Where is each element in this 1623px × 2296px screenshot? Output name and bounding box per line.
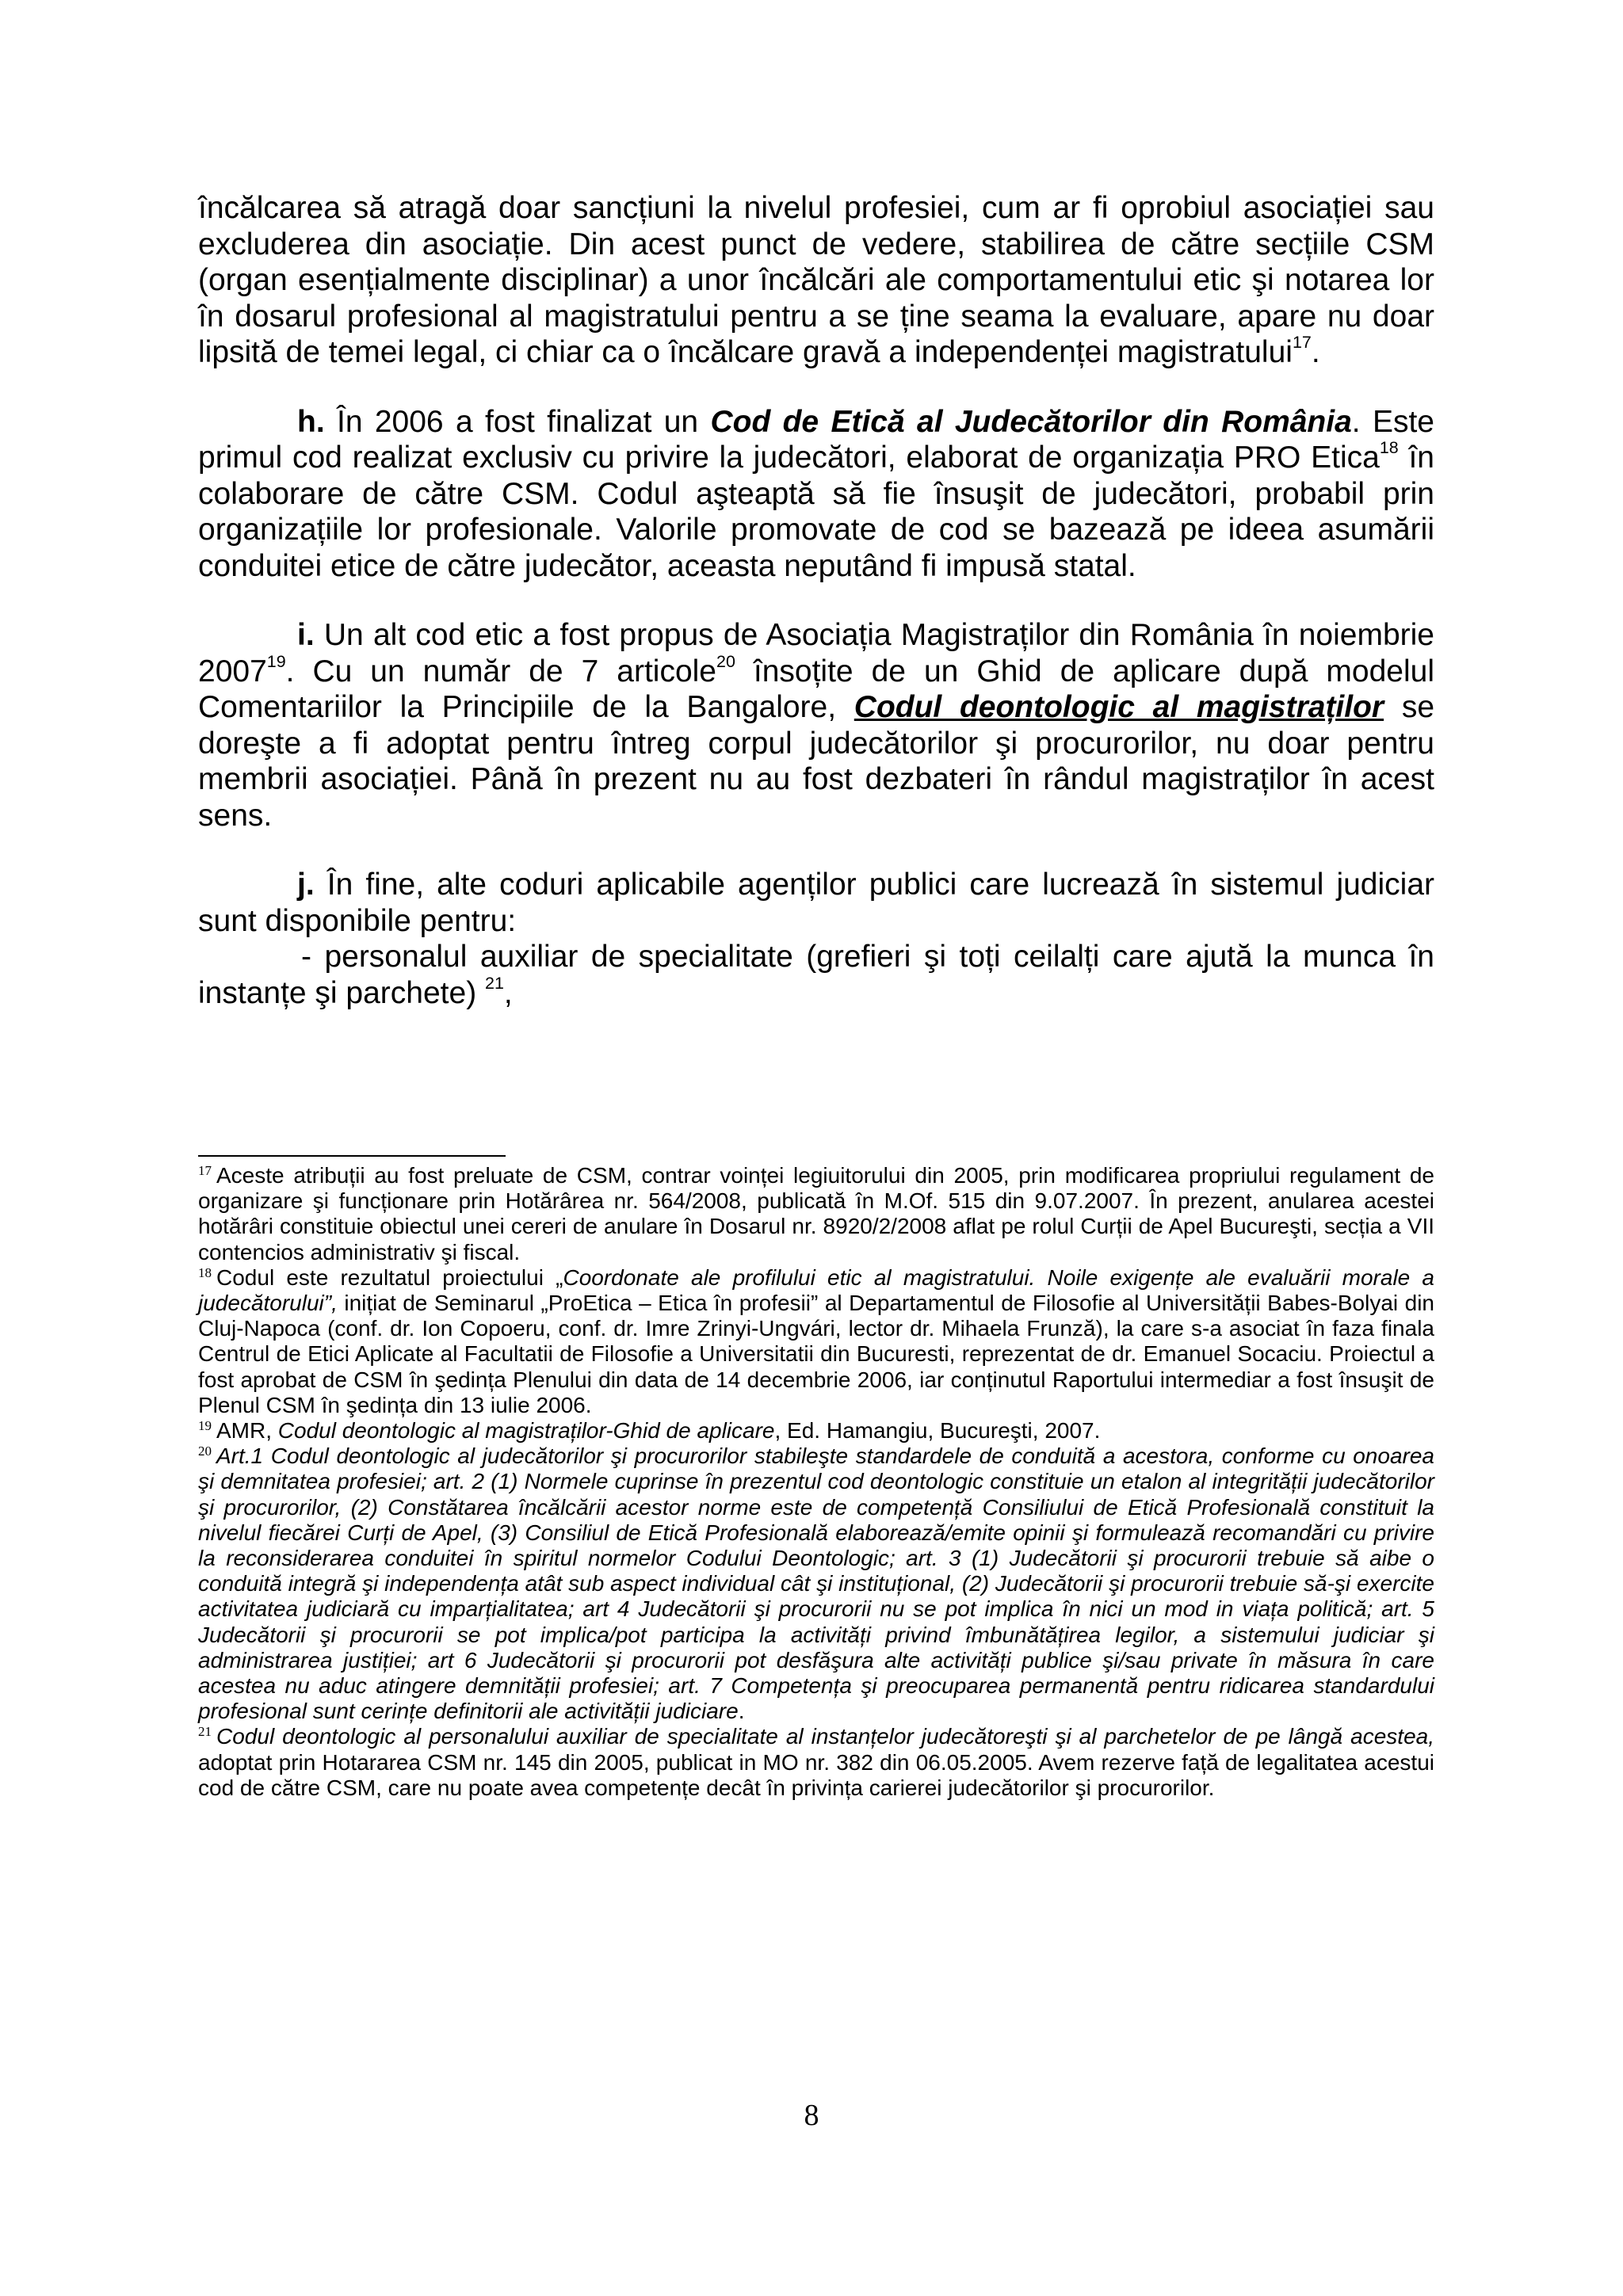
paragraph-continuation: încălcarea să atragă doar sancțiuni la nivelul profesiei, cum ar fi oprobiul asociației sau excluderea din asociație. Din acest punct de vedere, stabilirea de către secțiile CSM (organ esențialmente disciplinar) a unor încălcări ale comportamentului etic şi notarea lor în dosarul profesional al magistratului pentru a se ține seama la evaluare, apare nu doar lipsită de temei legal, ci chiar ca o încălcare gravă a independenței magistratului$^{17}$. [198,191,1434,369]
footnote-separator [198,1155,506,1157]
footnote-number: 21 [198,1724,212,1740]
footnote-ref-19[interactable]: 19 [266,651,286,671]
item-label-i: i. [297,618,315,652]
footnote-19: $^{19}$ AMR, Codul deontologic al magistraților-Ghid de aplicare, Ed. Hamangiu, Bucureşti, 2007. [198,1418,1101,1444]
footnote-number: 17 [198,1163,212,1178]
footnote-ref-20[interactable]: 20 [716,651,735,671]
item-label-h: h. [297,404,325,439]
footnote-ref-17[interactable]: 17 [1292,332,1312,352]
paragraph-j: j. În fine, alte coduri aplicabile agenților publici care lucrează în sistemul judiciar sunt disponibile pentru: [198,868,1434,938]
footnote-21: $^{21}$ Codul deontologic al personalului auxiliar de specialitate al instanțelor judecătoreşti şi al parchetelor de pe lângă acestea, adoptat prin Hotararea CSM nr. 145 din 2005, publicat in MO nr. 382 din 06.05.2005. Avem rezerve față de legalitatea acestui cod de către CSM, care nu poate avea competențe decât în privința carierei judecătorilor şi procurorilor. [198,1724,1434,1800]
footnote-number: 20 [198,1444,212,1459]
footnote-20: $^{20}$ Art.1 Codul deontologic al judecătorilor şi procurorilor stabileşte standardele de conduită a acestora, conforme cu onoarea şi demnitatea profesiei; art. 2 (1) Normele cuprinse în prezentul cod deontologic constituie un etalon al integrității judecătorilor şi procurorilor, (2) Constătarea încălcării acestor norme este de competență Consiliului de Etică Profesională constituit la nivelul fiecărei Curți de Apel, (3) Consiliul de Etică Profesională elaborează/emite opinii şi formulează recomandări cu privire la reconsiderarea conduitei în spiritul normelor Codului Deontologic; art. 3 (1) Judecătorii şi procurorii trebuie să aibe o conduită integră şi independența atât sub aspect individual cât şi instituțional, (2) Judecătorii şi procurorii trebuie să-şi exercite activitatea judiciară cu imparțialitatea; art 4 Judecătorii şi procurorii nu se pot implica în nici un mod in viața politică; art. 5 Judecătorii şi procurorii se pot implica/pot participa la activități privind îmbunătățirea legilor, a sistemului judiciar şi administrarea justiției; art 6 Judecătorii şi procurorii pot desfăşura alte activități publice şi/sau private în măsura în care acestea nu aduc atingere demnității profesiei; art. 7 Competența şi preocuparea permanentă pentru ridicarea standardului profesional sunt cerințe definitorii ale activității judiciare. [198,1444,1434,1724]
footnote-18: $^{18}$ Codul este rezultatul proiectului „Coordonate ale profilului etic al magistratului. Noile exigențe ale evaluării morale a judecătorului”, inițiat de Seminarul „ProEtica – Etica în profesii” al Departamentul de Filosofie al Universității Babes-Bolyai din Cluj-Napoca (conf. dr. Ion Copoeru, conf. dr. Imre Zrinyi-Ungvári, lector dr. Mihaela Frunză), la care s-a asociat în faza finala Centrul de Etici Aplicate al Facultatii de Filosofie a Universitatii din Bucuresti, reprezentat de dr. Emanuel Socaciu. Proiectul a fost aprobat de CSM în şedința Plenului din data de 14 decembrie 2006, iar conținutul Raportului intermediar a fost însuşit de Plenul CSM în şedința din 13 iulie 2006. [198,1264,1435,1417]
footnote-ref-18[interactable]: 18 [1379,437,1399,457]
paragraph-h: h. În 2006 a fost finalizat un Cod de Etică al Judecătorilor din România. Este primul cod realizat exclusiv cu privire la judecători, elaborat de organizația PRO Etica$^{18}$ în colaborare de către CSM. Codul aşteaptă să fie însuşit de judecători, probabil prin organizațiile lor profesionale. Valorile promovate de cod se bazează pe ideea asumării conduitei etice de către judecător, aceasta neputând fi impusă statal. [198,404,1434,583]
footnote-number: 18 [198,1264,212,1280]
item-label-j: j. [297,868,315,902]
code-title-deontological: Codul deontologic al magistraților [854,690,1384,724]
footnote-number: 19 [198,1418,212,1434]
code-title-ethics: Cod de Etică al Judecătorilor din România [710,404,1352,439]
footnote-17: $^{17}$ Aceste atribuții au fost preluate de CSM, contrar voinței legiuitorului din 2005, prin modificarea propriului regulament de organizare şi funcționare prin Hotărârea nr. 564/2008, publicată în M.Of. 515 din 9.07.2007. În prezent, anularea acestei hotărâri constituie obiectul unei cereri de anulare în Dosarul nr. 8920/2/2008 aflat pe rolul Curții de Apel Bucureşti, secția a VII contencios administrativ şi fiscal. [198,1163,1434,1264]
list-item-auxiliary-staff: - personalul auxiliar de specialitate (grefieri şi toți ceilalți care ajută la munca în instanțe şi parchete) $^{21}$, [198,940,1434,1010]
page-number: 8 [804,2099,819,2132]
footnotes [198,1163,1434,1801]
footnote-ref-21[interactable]: 21 [485,973,504,993]
paragraph-i: i. Un alt cod etic a fost propus de Asociația Magistraților din România în noiembrie 2007$^{19}$. Cu un număr de 7 articole$^{20}$ însoțite de un Ghid de aplicare după modelul Comentariilor la Principiile de la Bangalore, Codul deontologic al magistraților se doreşte a fi adoptat pentru întreg corpul judecătorilor şi procurorilor, nu doar pentru membrii asociației. Până în prezent nu au fost dezbateri în rândul magistraților în acest sens. [198,618,1435,833]
main-text [198,190,1434,1011]
